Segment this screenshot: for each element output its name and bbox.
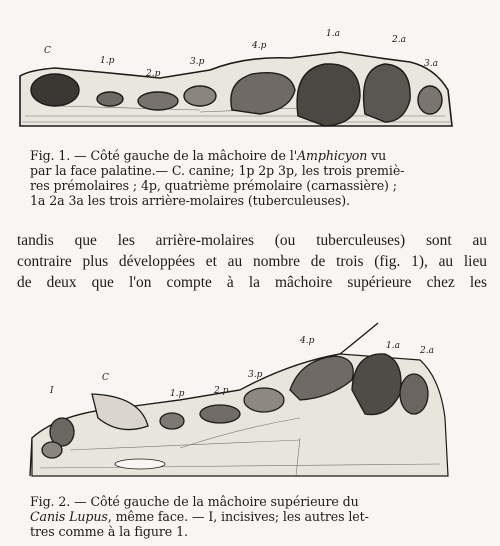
- premolar-2p-2: [200, 405, 240, 423]
- body-line-2: contraire plus développées et au nombre de trois (fig. 1), au lieu: [17, 253, 487, 270]
- molar-2a-2: [400, 374, 428, 414]
- figure-2-illustration: [0, 318, 500, 484]
- molar-3a: [418, 86, 442, 114]
- fig1-label-1a: 1.a: [326, 29, 340, 39]
- fig1-label-1p: 1.p: [100, 56, 115, 66]
- fig2-label-1a: 1.a: [386, 341, 400, 351]
- body-paragraph: [17, 230, 487, 293]
- premolar-2p: [138, 92, 178, 110]
- premolar-3p-2: [244, 388, 284, 412]
- caption-2-line-2: , même face. — I, incisives; les autres let-: [107, 509, 369, 524]
- fig2-label-2a: 2.a: [420, 346, 434, 356]
- fig1-label-3a: 3.a: [424, 59, 438, 69]
- fig2-label-4p: 4.p: [300, 336, 315, 346]
- fig1-label-2p: 2.p: [146, 69, 161, 79]
- caption-1-line-3: res prémolaires ; 4p, quatrième prémolaire (carnassière) ;: [30, 178, 397, 193]
- molar-1a: [297, 64, 360, 126]
- fig1-label-c: C: [44, 46, 51, 56]
- fig1-label-2a: 2.a: [392, 35, 406, 45]
- fig2-label-1p: 1.p: [170, 389, 185, 399]
- caption-1-line-1b: vu: [367, 148, 387, 163]
- fig2-label-i: I: [50, 386, 54, 396]
- fig1-label-3p: 3.p: [190, 57, 205, 67]
- fig2-label-2p: 2.p: [214, 386, 229, 396]
- figure-1-illustration: [0, 18, 500, 140]
- fig2-label-3p: 3.p: [248, 370, 263, 380]
- caption-1-line-4: 1a 2a 3a les trois arrière-molaires (tuberculeuses).: [30, 193, 350, 208]
- body-line-1: tandis que les arrière-molaires (ou tuberculeuses) sont au: [17, 232, 487, 249]
- figure-1-caption: [30, 148, 470, 208]
- premolar-1p-2: [160, 413, 184, 429]
- canine-c: [31, 74, 79, 106]
- body-line-3: de deux que l'on compte à la mâchoire supérieure chez les: [17, 274, 487, 291]
- caption-1-genus: Amphicyon: [297, 148, 368, 163]
- fig2-label-c: C: [102, 373, 109, 383]
- premolar-3p: [184, 86, 216, 106]
- caption-2-line-1: Fig. 2. — Côté gauche de la mâchoire supérieure du: [30, 494, 359, 509]
- premolar-1p: [97, 92, 123, 106]
- caption-1-line-1a: Fig. 1. — Côté gauche de la mâchoire de l': [30, 148, 298, 163]
- caption-2-line-3: tres comme à la figure 1.: [30, 524, 188, 539]
- caption-1-line-2: par la face palatine.— C. canine; 1p 2p 3p, les trois premiè-: [30, 163, 405, 178]
- molar-2a: [364, 64, 411, 122]
- figure-2-caption: [30, 494, 470, 539]
- caption-2-species: Canis Lupus: [30, 509, 108, 524]
- fig1-label-4p: 4.p: [252, 41, 267, 51]
